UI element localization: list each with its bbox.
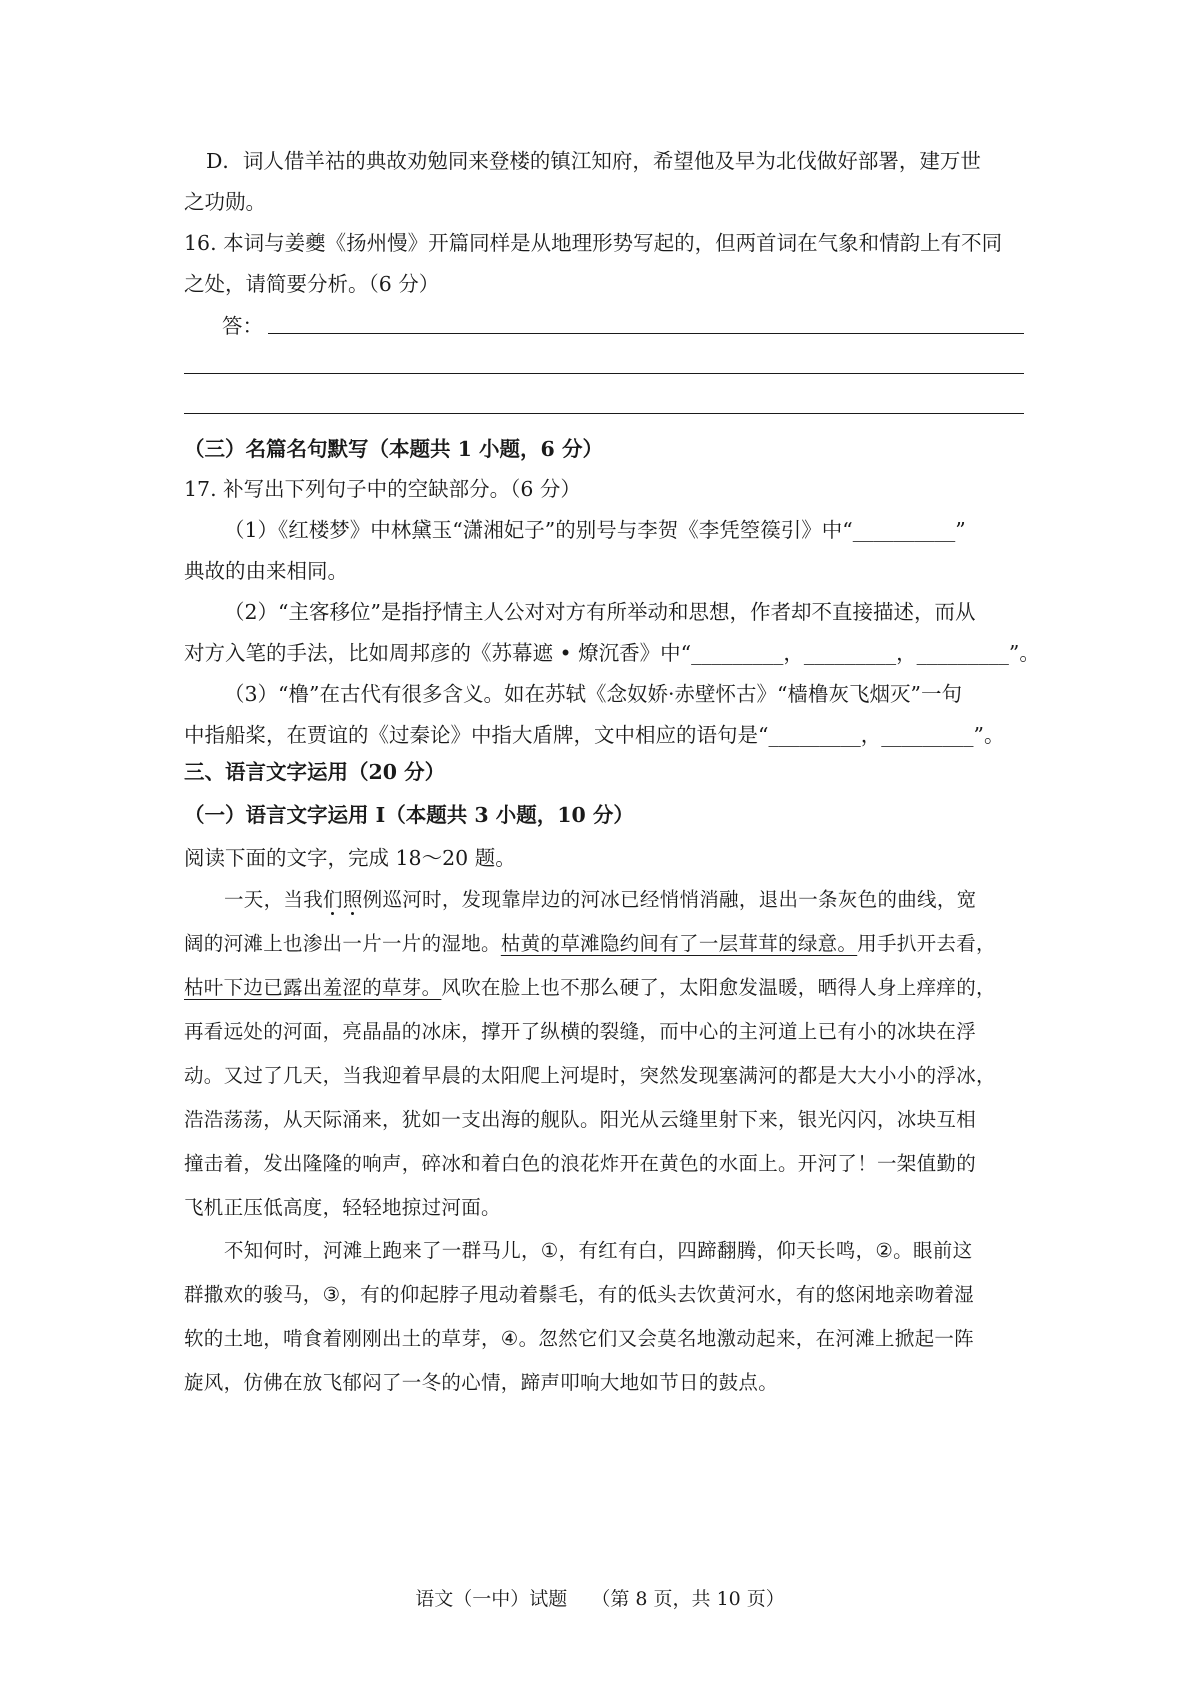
q16-stem-line1: 16. 本词与姜夔《扬州慢》开篇同样是从地理形势写起的，但两首词在气象和情韵上有不同 [184, 231, 1003, 255]
answer-line-2 [184, 373, 1024, 374]
text-run: 阔的河滩上也渗出一片一片的湿地。 [184, 932, 501, 955]
footer-subject: 语文（一中）试题 [415, 1588, 568, 1610]
page-footer [0, 1585, 1200, 1613]
underlined-sentence: 枯叶下边已露出羞涩的草芽。 [184, 976, 442, 999]
q17-item1-line1: （1）《红楼梦》中林黛玉“潇湘妃子”的别号与李贺《李凭箜篌引》中“__________” [224, 518, 966, 542]
footer-page-info: （第 8 页，共 10 页） [591, 1588, 785, 1610]
passage-p2-line1: 不知何时，河滩上跑来了一群马儿，①，有红有白，四蹄翻腾，仰天长鸣，②。眼前这 [224, 1239, 973, 1262]
q17-item1-line2: 典故的由来相同。 [184, 559, 348, 583]
q15-option-d-line1: D．词人借羊祜的典故劝勉同来登楼的镇江知府，希望他及早为北伐做好部署，建万世 [206, 149, 981, 173]
passage-p2-line2: 群撒欢的骏马，③，有的仰起脖子甩动着鬃毛，有的低头去饮黄河水，有的悠闲地亲吻着湿 [184, 1283, 974, 1306]
section-recitation-heading: （三）名篇名句默写（本题共 1 小题，6 分） [184, 437, 603, 461]
q17-item3-line2: 中指船桨，在贾谊的《过秦论》中指大盾牌，文中相应的语句是“_________，_________”。 [184, 723, 1005, 747]
passage-p1-line5: 动。又过了几天，当我迎着早晨的太阳爬上河堤时，突然发现塞满河的都是大大小小的浮冰， [184, 1064, 996, 1087]
underlined-sentence: 枯黄的草滩隐约间有了一层茸茸的绿意。 [500, 932, 858, 955]
text-run: 一天，当我 [224, 888, 324, 911]
passage-p2-line3: 软的土地，啃食着刚刚出土的草芽，④。忽然它们又会莫名地激动起来，在河滩上掀起一阵 [184, 1327, 974, 1350]
q17-item2-line1: （2）“主客移位”是指抒情主人公对对方有所举动和思想，作者却不直接描述，而从 [224, 600, 976, 624]
text-run: 例巡河时，发现靠岸边的河冰已经悄悄消融，退出一条灰色的曲线，宽 [362, 888, 977, 911]
passage-p1-line7: 撞击着，发出隆隆的响声，碎冰和着白色的浪花炸开在黄色的水面上。开河了！一架值勤的 [184, 1152, 977, 1175]
answer-line-3 [184, 413, 1024, 414]
q15-option-d-line2: 之功勋。 [184, 190, 266, 214]
part3-heading: 三、语言文字运用（20 分） [184, 760, 446, 784]
passage-p1-line6: 浩浩荡荡，从天际涌来，犹如一支出海的舰队。阳光从云缝里射下来，银光闪闪，冰块互相 [184, 1108, 977, 1131]
part3-sub1-heading: （一）语言文字运用 Ⅰ（本题共 3 小题，10 分） [184, 803, 634, 827]
q17-item3-line1: （3）“橹”在古代有很多含义。如在苏轼《念奴娇·赤壁怀古》“樯橹灰飞烟灭”一句 [224, 682, 962, 706]
passage-p1-line3 [184, 973, 996, 1003]
text-run: 风吹在脸上也不那么硬了，太阳愈发温暖，晒得人身上痒痒的， [441, 976, 996, 999]
answer-line-1 [268, 333, 1024, 334]
q17-stem: 17. 补写出下列句子中的空缺部分。（6 分） [184, 477, 581, 501]
q16-answer-label: 答： [222, 314, 263, 338]
q16-stem-line2: 之处，请简要分析。（6 分） [184, 272, 440, 296]
emphasis-char: 们 [323, 888, 343, 911]
text-run: 用手扒开去看， [857, 932, 996, 955]
passage-p1-line8: 飞机正压低高度，轻轻地掠过河面。 [184, 1196, 501, 1219]
part3-instruction: 阅读下面的文字，完成 18～20 题。 [184, 846, 516, 870]
passage-p1-line1 [224, 885, 976, 915]
passage-p1-line4: 再看远处的河面，亮晶晶的冰床，撑开了纵横的裂缝，而中心的主河道上已有小的冰块在浮 [184, 1020, 977, 1043]
emphasis-char: 照 [342, 888, 363, 911]
q17-item2-line2: 对方入笔的手法，比如周邦彦的《苏幕遮 • 燎沉香》中“_________，_________，_________”。 [184, 641, 1040, 665]
passage-p2-line4: 旋风，仿佛在放飞郁闷了一冬的心情，蹄声叩响大地如节日的鼓点。 [184, 1371, 779, 1394]
passage-p1-line2 [184, 929, 996, 959]
